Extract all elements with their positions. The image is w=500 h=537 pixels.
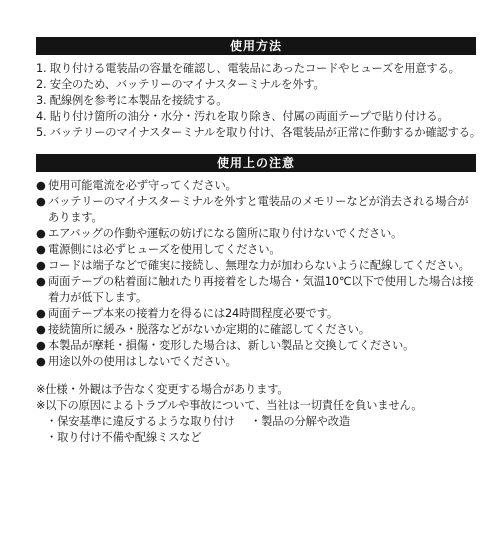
caution-text: 両面テープの粘着面に触れたり再接着をした場合・気温10℃以下で使用した場合は接着力が低下します。 [48,275,474,304]
disclaimer-note: ※以下の原因によるトラブルや事故について、当社は一切責任を負いません。 [36,399,423,412]
caution-item [36,258,476,274]
disclaimer-sub-item: ・保安基準に違反するような取り付け [46,415,235,428]
cautions-section-header: 使用上の注意 [36,154,476,172]
usage-step: 4. 貼り付け箇所の油分・水分・汚れを取り除き、付属の両面テープで貼り付ける。 [36,110,449,123]
caution-text: 両面テープ本来の接着力を得るには24時間程度必要です。 [48,307,338,320]
bullet-icon: ● [36,339,46,352]
bullet-icon: ● [36,179,46,192]
cautions-list [36,178,476,370]
instruction-sheet [0,37,500,537]
disclaimer-sub-item: ・製品の分解や改造 [250,415,350,428]
usage-step: 2. 安全のため、バッテリーのマイナスターミナルを外す。 [36,78,325,91]
disclaimer-sub-item: ・取り付け不備や配線ミスなど [46,431,202,444]
usage-steps-list [36,61,481,141]
bullet-icon: ● [36,323,46,336]
caution-item [36,194,476,226]
caution-item [36,338,476,354]
caution-text: バッテリーのマイナスターミナルを外すと電装品のメモリーなどが消去される場合があります。 [48,195,469,224]
caution-item [36,322,476,338]
caution-item [36,354,476,370]
bullet-icon: ● [36,227,46,240]
disclaimer-notes [36,382,476,446]
caution-text: コードは端子などで確実に接続し、無理な力が加わらないように配線してください。 [48,259,470,272]
bullet-icon: ● [36,259,46,272]
usage-section-header: 使用方法 [36,37,476,55]
caution-text: 使用可能電流を必ず守ってください。 [48,179,237,192]
caution-item [36,226,476,242]
bullet-icon: ● [36,355,46,368]
caution-item [36,274,476,306]
caution-text: 用途以外の使用はしないでください。 [48,355,237,368]
caution-item [36,178,476,194]
bullet-icon: ● [36,275,46,288]
disclaimer-sub-row [46,430,476,446]
disclaimer-note: ※仕様・外観は予告なく変更する場合があります。 [36,383,289,396]
usage-step: 1. 取り付ける電装品の容量を確認し、電装品にあったコードやヒューズを用意する。 [36,62,460,75]
bullet-icon: ● [36,195,46,208]
caution-item [36,306,476,322]
bullet-icon: ● [36,307,46,320]
caution-item [36,242,476,258]
caution-text: 接続箇所に緩み・脱落などがないか定期的に確認してください。 [48,323,370,336]
usage-step: 3. 配線例を参考に本製品を接続する。 [36,94,228,107]
caution-text: エアバッグの作動や運転の妨げになる箇所に取り付けないでください。 [48,227,403,240]
bullet-icon: ● [36,243,46,256]
caution-text: 電源側には必ずヒューズを使用してください。 [48,243,281,256]
disclaimer-sub-row [46,414,476,430]
disclaimer-sub-list [36,414,476,446]
caution-text: 本製品が摩耗・損傷・変形した場合は、新しい製品と交換してください。 [48,339,415,352]
usage-step: 5. バッテリーのマイナスターミナルを取り付け、各電装品が正常に作動するか確認する。 [36,126,481,139]
